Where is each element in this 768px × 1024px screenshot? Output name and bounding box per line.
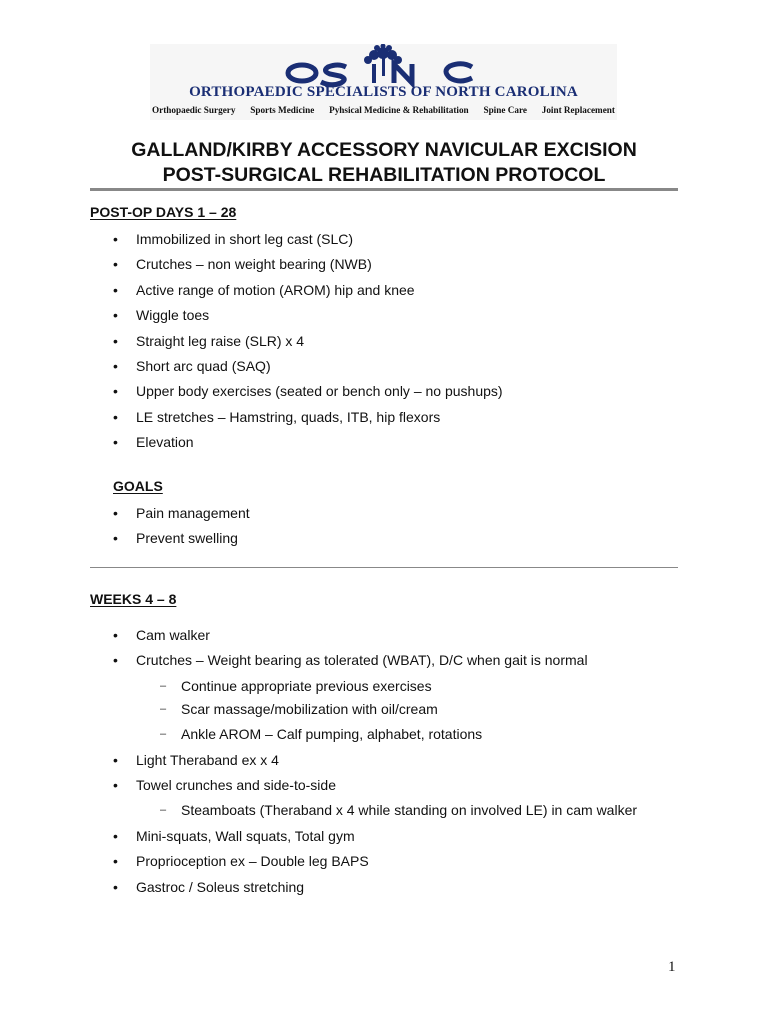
- section-divider: [90, 567, 678, 568]
- list-item: • LE stretches – Hamstring, quads, ITB, hip flexors: [113, 408, 503, 433]
- service-item: Orthopaedic Surgery: [152, 105, 236, 115]
- dash-marker: –: [160, 804, 167, 816]
- services-list: [150, 105, 617, 115]
- service-item: Joint Replacement: [541, 105, 615, 115]
- list-item: • Crutches – non weight bearing (NWB): [113, 255, 503, 280]
- list-item: • Immobilized in short leg cast (SLC): [113, 230, 503, 255]
- title-divider: [90, 188, 678, 191]
- section-heading-goals: GOALS: [113, 478, 163, 494]
- org-name: ORTHOPAEDIC SPECIALISTS OF NORTH CAROLINA: [189, 84, 578, 100]
- list-item: • Towel crunches and side-to-side: [113, 776, 336, 801]
- list-item: • Gastroc / Soleus stretching: [113, 878, 369, 903]
- dash-marker: –: [160, 703, 167, 715]
- service-item: Pyhsical Medicine & Rehabilitation: [329, 105, 469, 115]
- list-item: • Crutches – Weight bearing as tolerated (WBAT), D/C when gait is normal: [113, 651, 588, 676]
- sub-list-item: – Ankle AROM – Calf pumping, alphabet, rotations: [160, 726, 483, 742]
- postop-list: [113, 230, 503, 459]
- goals-list: [113, 504, 250, 555]
- sub-list-item: – Steamboats (Theraband x 4 while standing on involved LE) in cam walker: [160, 802, 638, 818]
- list-item: • Wiggle toes: [113, 306, 503, 331]
- weeks-list-c: [113, 827, 369, 903]
- sub-list-item: – Scar massage/mobilization with oil/cream: [160, 701, 438, 717]
- list-item: • Short arc quad (SAQ): [113, 357, 503, 382]
- list-item: • Prevent swelling: [113, 529, 250, 554]
- weeks-list-a: [113, 626, 588, 677]
- list-item: • Elevation: [113, 433, 503, 458]
- section-heading-postop: POST-OP DAYS 1 – 28: [90, 204, 237, 220]
- section-heading-weeks: WEEKS 4 – 8: [90, 591, 177, 607]
- dash-marker: –: [160, 680, 167, 692]
- title-line-2: POST-SURGICAL REHABILITATION PROTOCOL: [162, 164, 606, 186]
- dash-marker: –: [160, 728, 167, 740]
- list-item: • Mini-squats, Wall squats, Total gym: [113, 827, 369, 852]
- page-number: 1: [668, 959, 676, 975]
- list-item: • Active range of motion (AROM) hip and knee: [113, 281, 503, 306]
- list-item: • Proprioception ex – Double leg BAPS: [113, 852, 369, 877]
- list-item: • Straight leg raise (SLR) x 4: [113, 332, 503, 357]
- list-item: • Cam walker: [113, 626, 588, 651]
- service-item: Sports Medicine: [250, 105, 315, 115]
- title-line-1: GALLAND/KIRBY ACCESSORY NAVICULAR EXCISION: [131, 139, 637, 161]
- document-title: [0, 138, 768, 188]
- list-item: • Light Theraband ex x 4: [113, 751, 336, 776]
- service-item: Spine Care: [483, 105, 527, 115]
- sub-list-item: – Continue appropriate previous exercises: [160, 678, 432, 694]
- weeks-list-b: [113, 751, 336, 802]
- letterhead: [150, 44, 617, 120]
- list-item: • Pain management: [113, 504, 250, 529]
- list-item: • Upper body exercises (seated or bench only – no pushups): [113, 382, 503, 407]
